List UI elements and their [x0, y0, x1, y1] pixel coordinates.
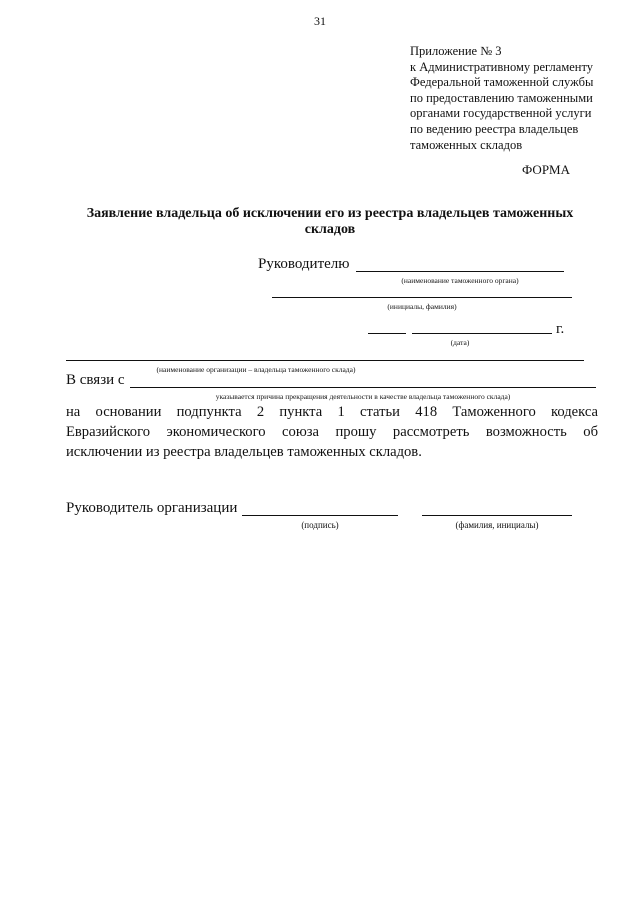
reason-field[interactable]: [130, 387, 596, 388]
initials-field[interactable]: [272, 297, 572, 298]
annex-line: к Административному регламенту: [410, 59, 594, 74]
signature-label: Руководитель организации: [66, 500, 238, 516]
date-month-field[interactable]: [412, 333, 552, 334]
form-label: ФОРМА: [522, 162, 570, 177]
name-caption: (фамилия, инициалы): [455, 520, 539, 530]
annex-line: Федеральной таможенной службы: [410, 75, 594, 90]
name-field[interactable]: [422, 515, 572, 516]
title-line-2: складов: [304, 222, 356, 237]
annex-header: [410, 44, 630, 153]
initials-caption: (инициалы, фамилия): [387, 302, 457, 311]
organization-caption: (наименование организации – владельца таможенного склада): [156, 365, 356, 374]
customs-authority-caption: (наименование таможенного органа): [401, 276, 519, 285]
year-suffix: г.: [556, 321, 565, 337]
reason-label: В связи с: [66, 372, 125, 388]
page-number: 31: [314, 14, 326, 28]
date-day-field[interactable]: [368, 333, 406, 334]
reason-caption: указывается причина прекращения деятельности в качестве владельца таможенного склада): [215, 392, 511, 401]
document-title: [60, 206, 600, 238]
body-line-2: Евразийского экономического союза прошу рассмотреть возможность об: [66, 424, 598, 440]
statement-body: [66, 402, 598, 462]
date-caption: (дата): [450, 338, 470, 347]
customs-authority-field[interactable]: [356, 271, 564, 272]
organization-field[interactable]: [66, 360, 584, 361]
body-line-1: на основании подпункта 2 пункта 1 статьи 418 Таможенного кодекса: [66, 404, 598, 420]
annex-line: по ведению реестра владельцев: [410, 121, 579, 136]
body-line-3: исключении из реестра владельцев таможенных складов.: [66, 444, 422, 460]
annex-line: органами государственной услуги: [410, 106, 592, 121]
addressee-label: Руководителю: [258, 256, 350, 272]
title-line-1: Заявление владельца об исключении его из реестра владельцев таможенных: [86, 206, 574, 221]
annex-line: таможенных складов: [410, 137, 523, 152]
signature-caption: (подпись): [301, 520, 339, 530]
annex-line: по предоставлению таможенными: [410, 90, 593, 105]
annex-line: Приложение № 3: [410, 44, 502, 58]
signature-field[interactable]: [242, 515, 398, 516]
